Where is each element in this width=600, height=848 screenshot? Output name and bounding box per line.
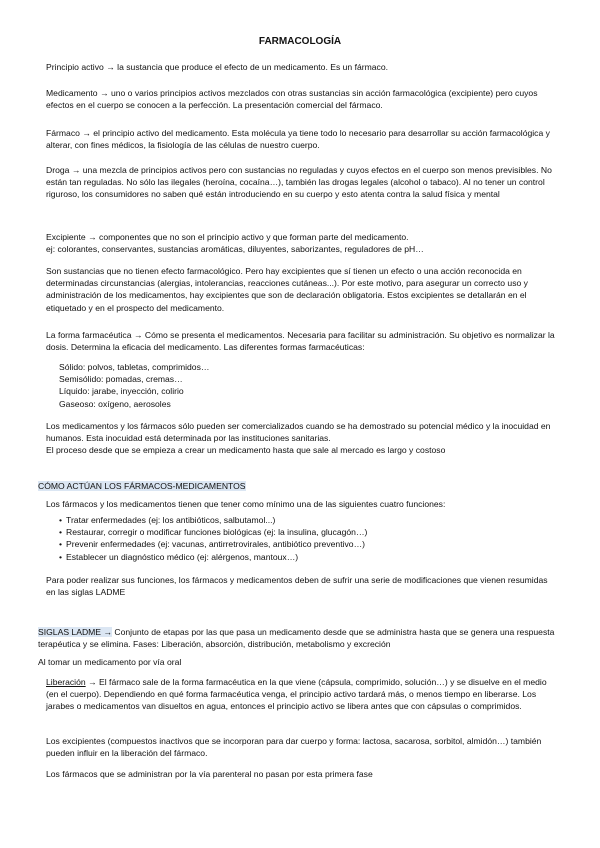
text: La forma farmacéutica → Cómo se presenta el medicamentos. Necesaria para facilitar su administración. Su objetivo es normalizar la dosis. Determina la eficacia del medicamento. Las diferentes formas farmacéuticas: bbox=[46, 330, 555, 353]
section-heading-como-actuan bbox=[38, 480, 558, 492]
list-item: Líquido: jarabe, inyección, colirio bbox=[59, 386, 184, 397]
list-item: • Restaurar, corregir o modificar funciones biológicas (ej: la insulina, glucagón…) bbox=[59, 526, 539, 538]
text: Para poder realizar sus funciones, los fármacos y medicamentos deben de sufrir una serie de modificaciones que vienen resumidas en las siglas LADME bbox=[46, 575, 548, 598]
text: Medicamento → uno o varios principios activos mezclados con otras sustancias sin acción farmacológica (excipiente) pero cuyos efectos en el cuerpo se conocen a la perfección. La presentación comercial del fármaco. bbox=[46, 88, 538, 111]
heading-text: CÓMO ACTÚAN LOS FÁRMACOS-MEDICAMENTOS bbox=[38, 481, 246, 491]
paragraph-ladme-intro bbox=[46, 574, 556, 598]
text: Los excipientes (compuestos inactivos que se incorporan para dar cuerpo y forma: lactosa, sacarosa, sorbitol, almidón…) también pueden influir en la liberación del fármaco. bbox=[46, 736, 542, 759]
list-item: • Establecer un diagnóstico médico (ej: alérgenos, mantoux…) bbox=[59, 551, 539, 563]
text: El proceso desde que se empieza a crear un medicamento hasta que sale al mercado es largo y costoso bbox=[46, 445, 446, 456]
text: Son sustancias que no tienen efecto farmacológico. Pero hay excipientes que sí tienen un efecto o una acción reconocida en determinadas circunstancias (alergias, intolerancias, reacciones cutáneas...). Por este motivo, para asegurar un correcto uso y administración de los medicamentos, hay excipientes que son de declaración obligatoria. Estos excipientes se detallarán en el etiquetado y en el prospecto del medicamento. bbox=[46, 266, 528, 313]
page-title: FARMACOLOGÍA bbox=[258, 36, 342, 47]
paragraph-excipientes-liberacion bbox=[46, 735, 556, 759]
paragraph-farmaco bbox=[46, 127, 556, 151]
text: Excipiente → componentes que no son el principio activo y que forman parte del medicamento. bbox=[46, 232, 409, 242]
text: Los medicamentos y los fármacos sólo pueden ser comercializados cuando se ha demostrado su potencial médico y la inocuidad en humanos. Esta inocuidad está determinada por las instituciones sanitarias. bbox=[46, 421, 551, 444]
list-item: • Prevenir enfermedades (ej: vacunas, antirretrovirales, antibiótico preventivo…) bbox=[59, 538, 539, 550]
text: Droga → una mezcla de principios activos pero con sustancias no reguladas y cuyos efectos en el cuerpo son menos previsibles. No están tan reguladas. No sólo las ilegales (heroína, cocaína…), también las drogas legales (alcohol o tabaco). Al no tener un control riguroso, los consumidores no saben qué están introduciendo en su cuerpo y esto atenta contra la salud física y mental bbox=[46, 165, 552, 200]
text: Los fármacos y los medicamentos tienen que tener como mínimo una de las siguientes cuatro funciones: bbox=[46, 499, 446, 509]
functions-list bbox=[59, 514, 539, 563]
paragraph-comercializacion bbox=[46, 420, 556, 457]
list-item: • Tratar enfermedades (ej: los antibióticos, salbutamol...) bbox=[59, 514, 539, 526]
text: Fármaco → el principio activo del medicamento. Esta molécula ya tiene todo lo necesario para desarrollar su acción farmacológica y alterar, con fines médicos, la fisiología de las células de nuestro cuerpo. bbox=[46, 128, 550, 151]
paragraph-via-oral bbox=[38, 656, 558, 668]
section-heading-siglas-ladme: SIGLAS LADME → bbox=[38, 627, 113, 637]
text: ej: colorantes, conservantes, sustancias aromáticas, diluyentes, saborizantes, reguladores de pH… bbox=[46, 244, 424, 255]
list-item: Sólido: polvos, tabletas, comprimidos… bbox=[59, 362, 210, 372]
paragraph-principio-activo bbox=[46, 61, 556, 73]
term-liberacion: Liberación bbox=[46, 677, 86, 687]
paragraph-excipientes-detalle bbox=[46, 265, 556, 314]
paragraph-siglas-ladme bbox=[38, 626, 558, 650]
forms-list bbox=[59, 361, 539, 410]
text: Al tomar un medicamento por vía oral bbox=[38, 657, 182, 667]
paragraph-excipiente bbox=[46, 231, 556, 255]
text: Los fármacos que se administran por la vía parenteral no pasan por esta primera fase bbox=[46, 769, 373, 779]
paragraph-medicamento bbox=[46, 87, 556, 111]
paragraph-via-parenteral bbox=[46, 768, 556, 780]
paragraph-droga bbox=[46, 164, 556, 201]
list-item: Gaseoso: oxígeno, aerosoles bbox=[59, 398, 171, 409]
paragraph-funciones bbox=[46, 498, 556, 510]
paragraph-forma-farmaceutica bbox=[46, 329, 556, 353]
paragraph-liberacion bbox=[46, 676, 556, 713]
text: → El fármaco sale de la forma farmacéutica en la que viene (cápsula, comprimido, solución…) y se disuelve en el medio (en el cuerpo). Dependiendo en qué forma farmacéutica venga, el principio activo tardará más, o menos tiempo en liberarse. Los jarabes o medicamentos van disueltos en agua, entonces el principio activo se libera antes que con cápsulas o comprimidos. bbox=[46, 677, 547, 712]
text: Principio activo → la sustancia que produce el efecto de un medicamento. Es un fármaco. bbox=[46, 62, 389, 72]
list-item: Semisólido: pomadas, cremas… bbox=[59, 374, 183, 385]
text: Conjunto de etapas por las que pasa un medicamento desde que se administra hasta que se genera una respuesta terapéutica y se elimina. Fases: Liberación, absorción, distribución, metabolismo y excreción bbox=[38, 627, 555, 650]
